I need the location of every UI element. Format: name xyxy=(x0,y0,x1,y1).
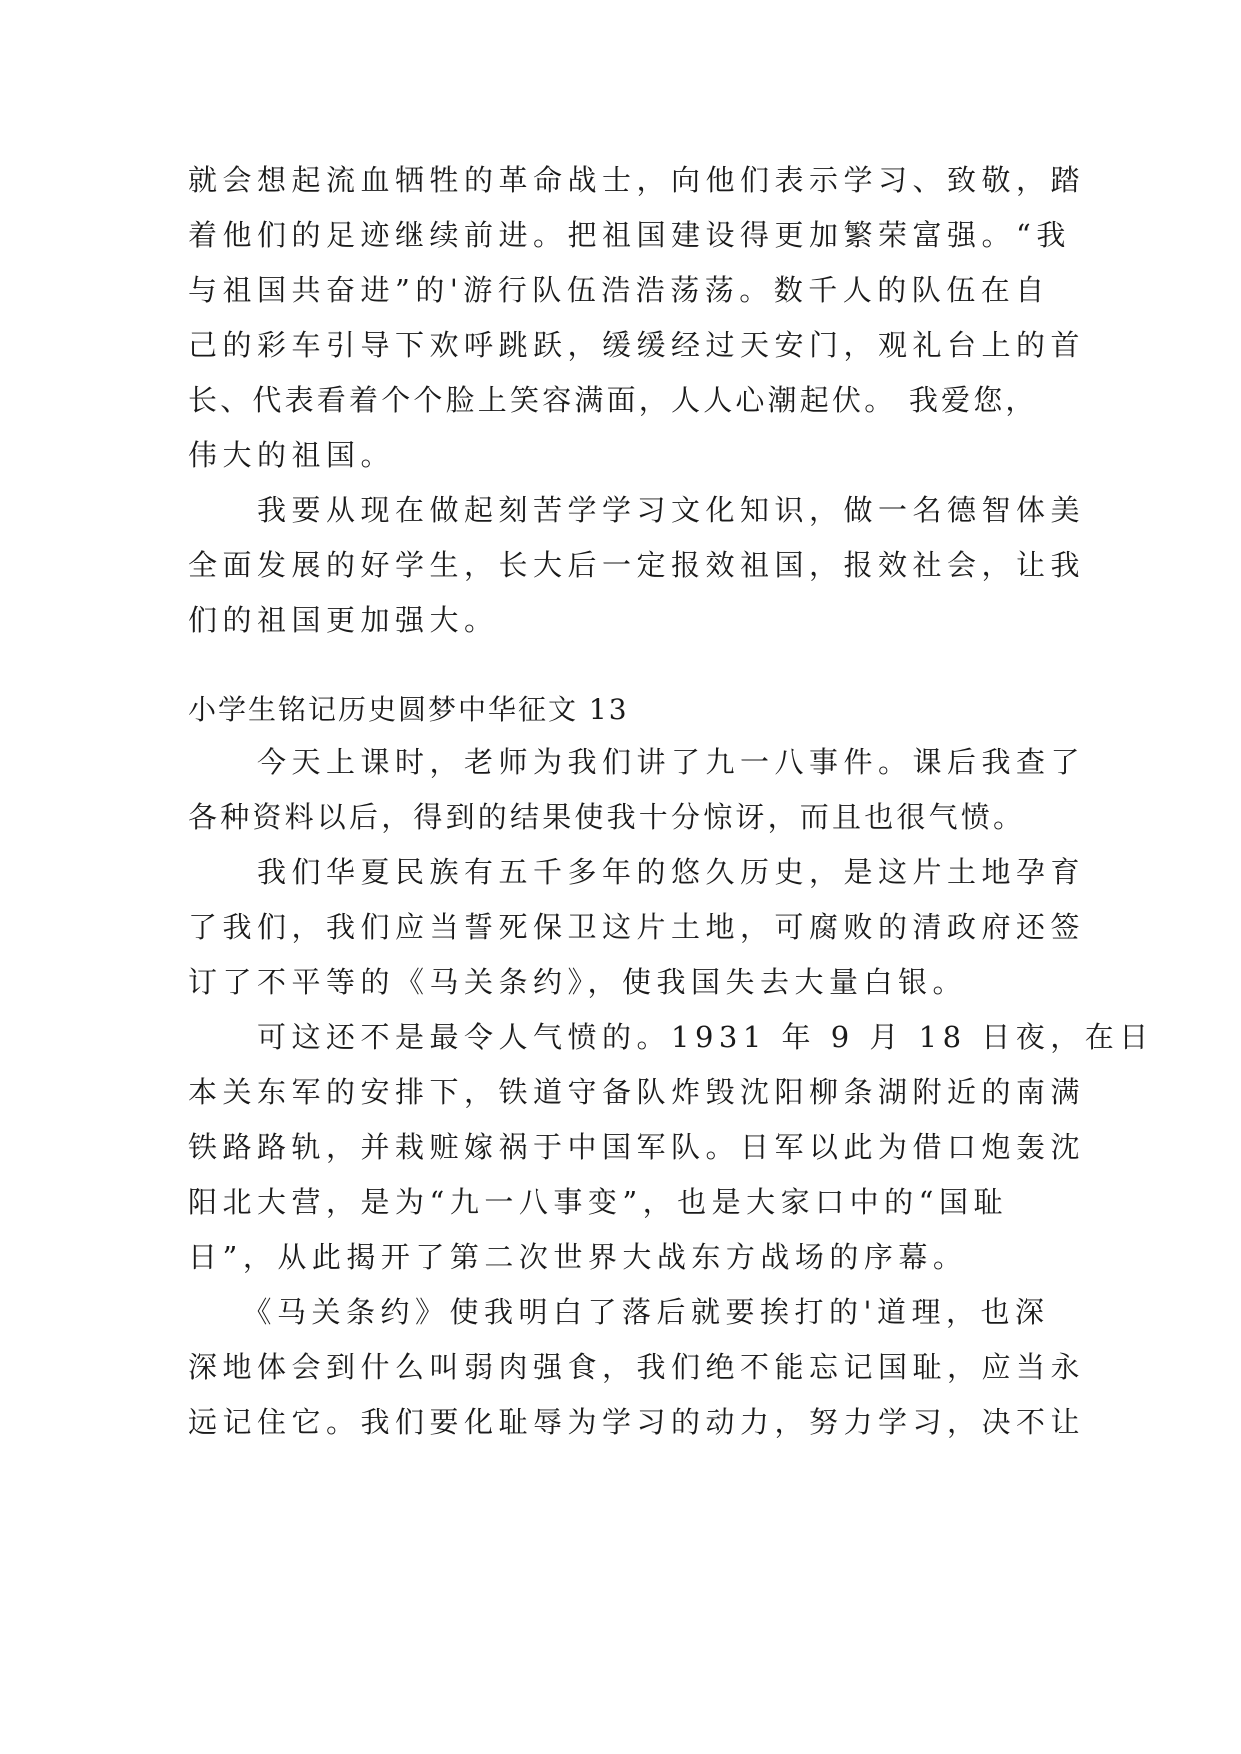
paragraph-line: 《马关条约》使我明白了落后就要挨打的'道理，也深 xyxy=(188,1295,1050,1329)
essay-title: 小学生铭记历史圆梦中华征文 13 xyxy=(188,693,629,726)
paragraph-line: 订了不平等的《马关条约》，使我国失去大量白银。 xyxy=(188,965,968,999)
paragraph-line: 们的祖国更加强大。 xyxy=(188,603,499,637)
paragraph-line: 铁路路轨，并栽赃嫁祸于中国军队。日军以此为借口炮轰沈 xyxy=(188,1130,1086,1164)
paragraph-line: 了我们，我们应当誓死保卫这片土地，可腐败的清政府还签 xyxy=(188,910,1086,944)
paragraph-line: 深地体会到什么叫弱肉强食，我们绝不能忘记国耻，应当永 xyxy=(188,1350,1086,1384)
paragraph-line: 阳北大营，是为“九一八事变”，也是大家口中的“国耻 xyxy=(188,1185,1008,1219)
paragraph-line: 远记住它。我们要化耻辱为学习的动力，努力学习，决不让 xyxy=(188,1405,1086,1439)
paragraph-line: 可这还不是最令人气愤的。1931 年 9 月 18 日夜，在日 xyxy=(188,1020,1154,1054)
paragraph-line: 己的彩车引导下欢呼跳跃，缓缓经过天安门，观礼台上的首 xyxy=(188,328,1086,362)
paragraph-line: 与祖国共奋进”的'游行队伍浩浩荡荡。数千人的队伍在自 xyxy=(188,273,1050,307)
paragraph-line: 我要从现在做起刻苦学学习文化知识，做一名德智体美 xyxy=(188,493,1086,527)
paragraph-line: 就会想起流血牺牲的革命战士，向他们表示学习、致敬，踏 xyxy=(188,163,1086,197)
paragraph-line: 本关东军的安排下，铁道守备队炸毁沈阳柳条湖附近的南满 xyxy=(188,1075,1086,1109)
paragraph-line: 今天上课时，老师为我们讲了九一八事件。课后我查了 xyxy=(188,745,1086,779)
paragraph-line: 全面发展的好学生，长大后一定报效祖国，报效社会，让我 xyxy=(188,548,1086,582)
paragraph-line: 着他们的足迹继续前进。把祖国建设得更加繁荣富强。“我 xyxy=(188,218,1071,252)
paragraph-line: 日”，从此揭开了第二次世界大战东方战场的序幕。 xyxy=(188,1240,968,1274)
paragraph-line: 各种资料以后，得到的结果使我十分惊讶，而且也很气愤。 xyxy=(188,800,1026,834)
paragraph-line: 伟大的祖国。 xyxy=(188,438,396,472)
paragraph-line: 长、代表看着个个脸上笑容满面，人人心潮起伏。 我爱您， xyxy=(188,383,1038,417)
paragraph-line: 我们华夏民族有五千多年的悠久历史，是这片土地孕育 xyxy=(188,855,1086,889)
